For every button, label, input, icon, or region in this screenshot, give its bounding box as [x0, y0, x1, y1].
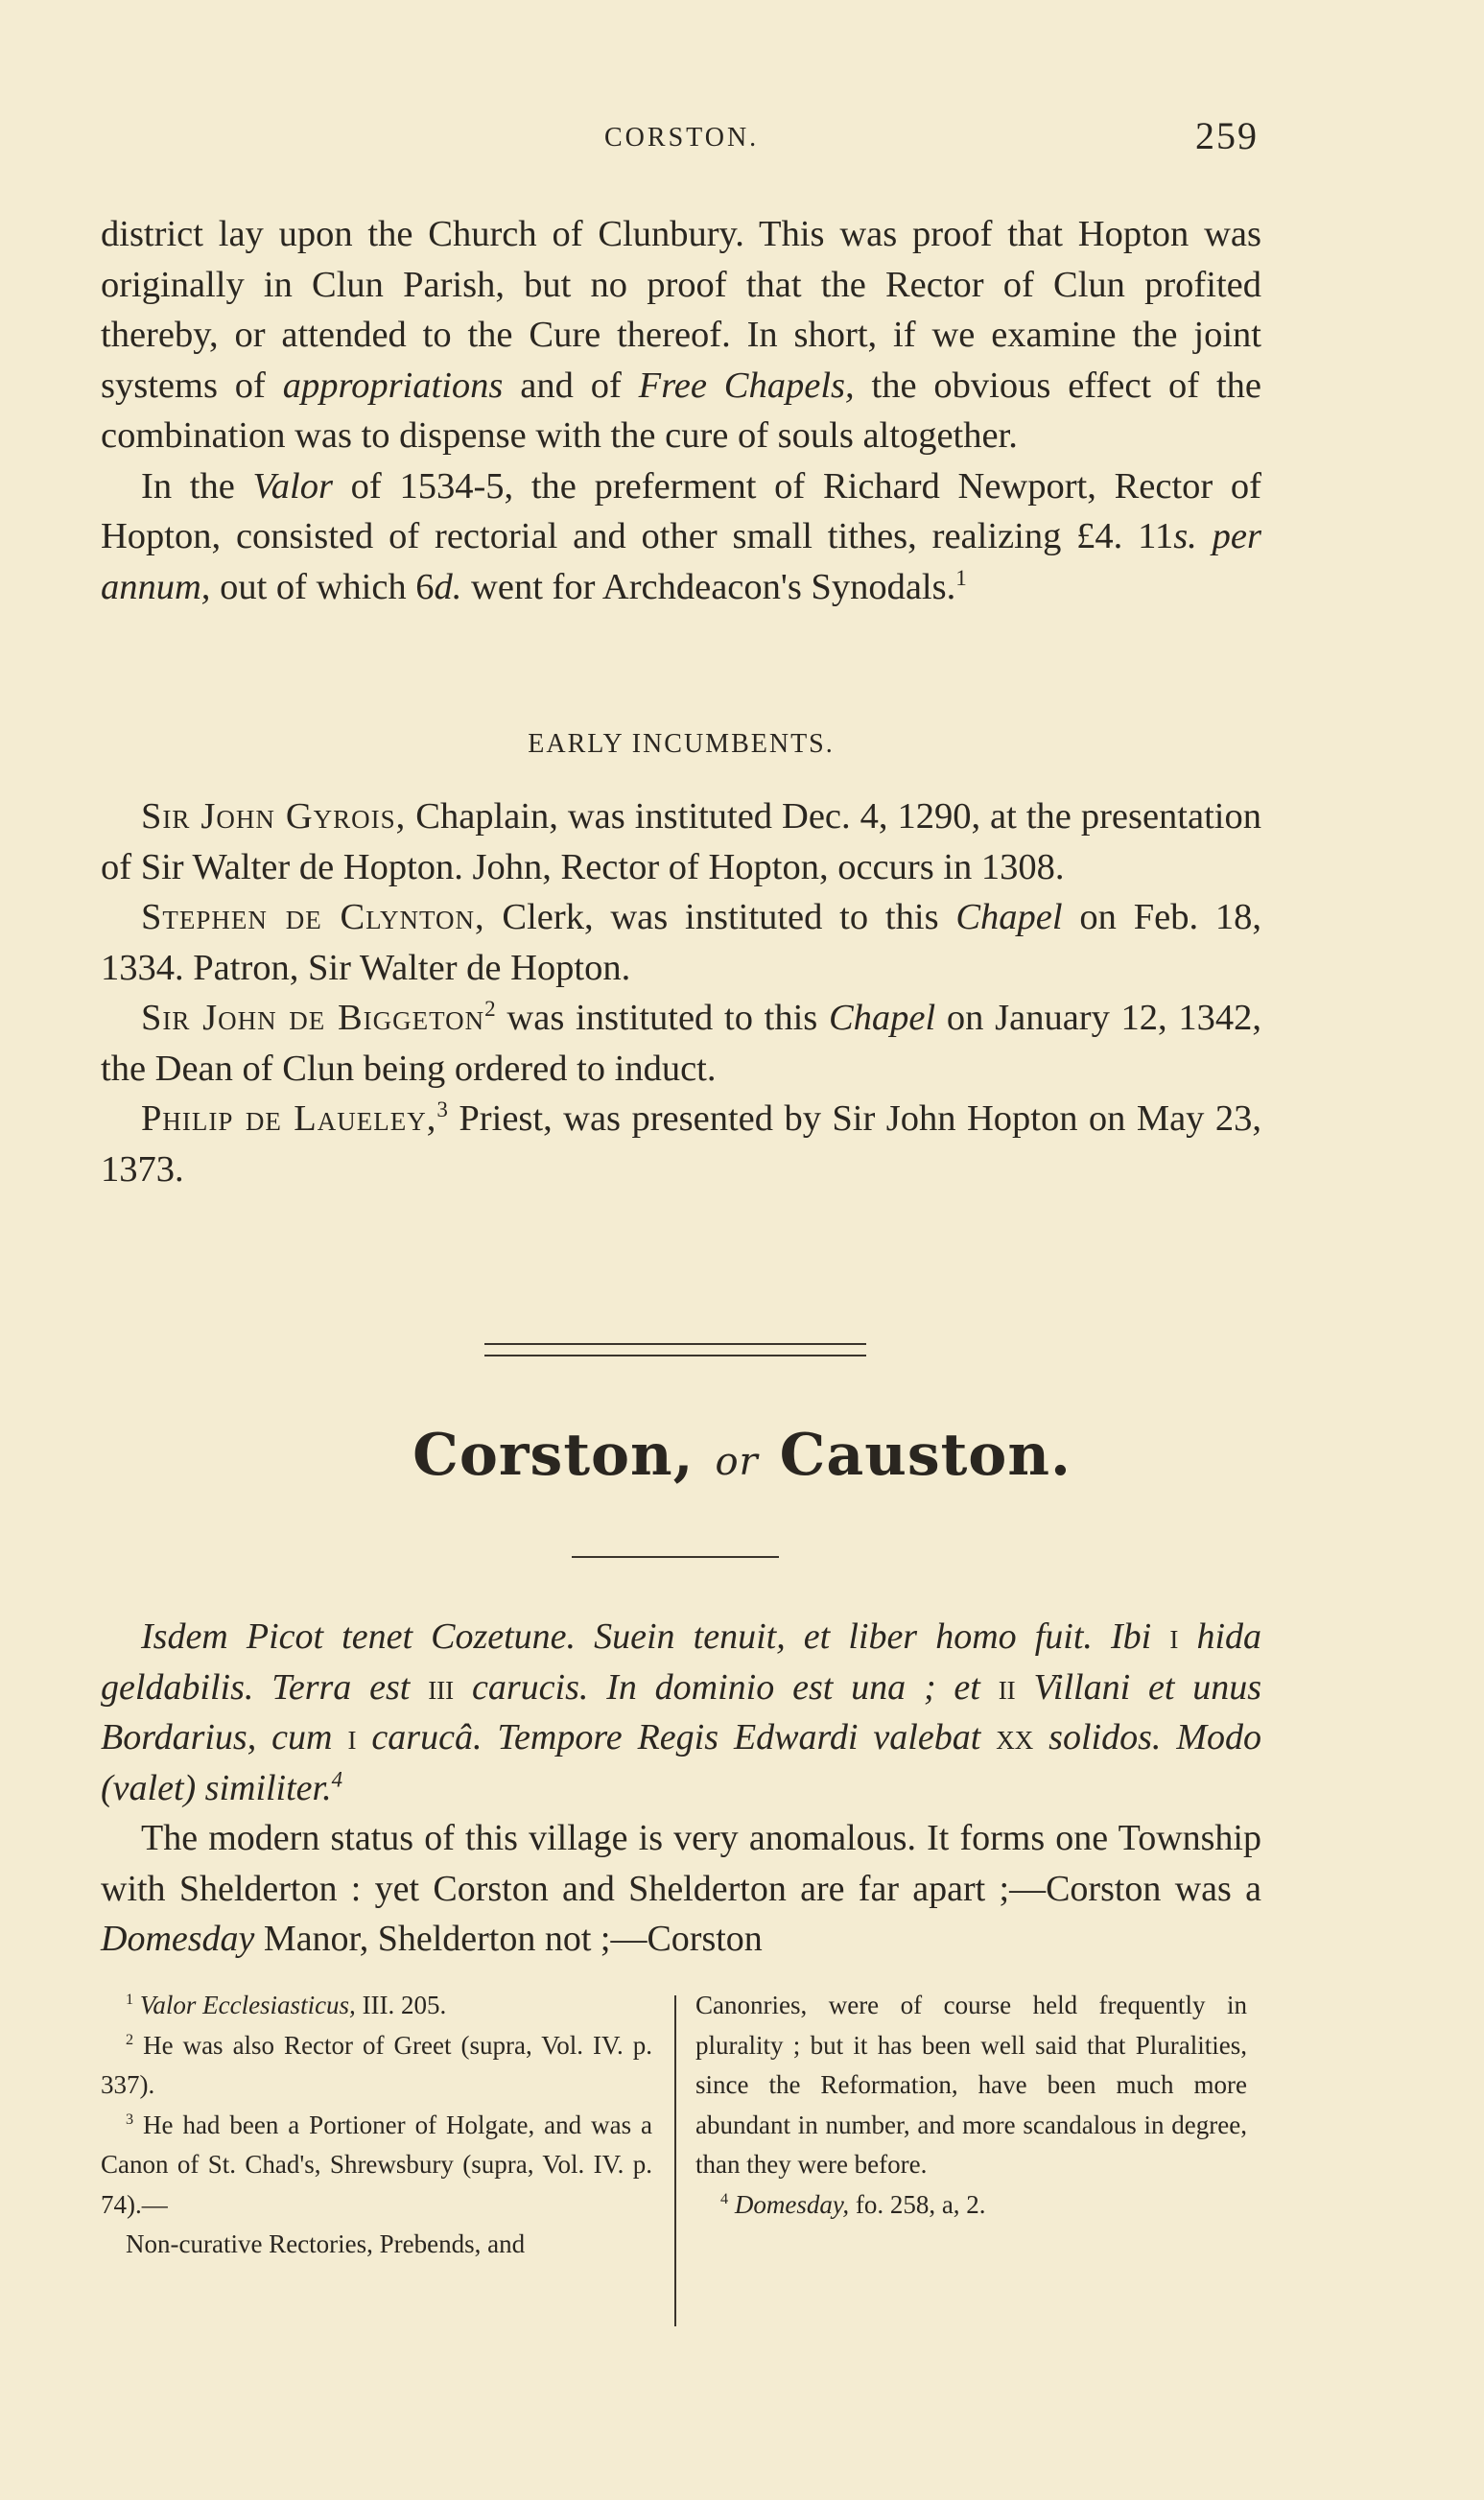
- title-underline-rule: [572, 1556, 779, 1558]
- incumbent-entry: Philip de Laueley,$^3$ Priest, was presented by Sir John Hopton on May 23, 1373.: [101, 1097, 1261, 1190]
- paragraph-2: In the Valor of 1534-5, the preferment of Richard Newport, Rector of Hopton, consisted of rectorial and other small tithes, realizing £4. 11s. per annum, out of which 6d. went for Archdeacon's Synodals.$^1$: [101, 465, 1261, 607]
- section-divider-double-rule: [484, 1343, 866, 1356]
- footnote-3-continued: Non-curative Rectories, Prebends, and: [126, 2229, 526, 2258]
- footnote-ref-4: 4: [331, 1766, 343, 1791]
- incumbents-list: [101, 791, 1261, 1194]
- footnote-ref-1: 1: [955, 564, 967, 590]
- footnote-column-divider: [674, 1995, 676, 2326]
- page-number: 259: [1195, 114, 1259, 157]
- section-title: Corston, or Causton.: [412, 1422, 1072, 1489]
- footnote-4: $^4$ Domesday, fo. 258, a, 2.: [720, 2189, 986, 2219]
- running-head: CORSTON.: [604, 123, 760, 153]
- footnotes-right-column: [695, 1986, 1247, 2225]
- footnote-ref-3: 3: [436, 1097, 448, 1122]
- footnote-1: $^1$ Valor Ecclesiasticus, III. 205.: [126, 1991, 447, 2019]
- incumbent-entry: Stephen de Clynton, Clerk, was instituted to this Chapel on Feb. 18, 1334. Patron, Sir Walter de Hopton.: [101, 897, 1261, 988]
- footnote-ref-2: 2: [484, 996, 496, 1022]
- incumbent-entry: Sir John Gyrois, Chaplain, was instituted Dec. 4, 1290, at the presentation of Sir Walter de Hopton. John, Rector of Hopton, occurs in 1308.: [101, 796, 1261, 887]
- domesday-quotation: Isdem Picot tenet Cozetune. Suein tenuit, et liber homo fuit. Ibi i hida geldabilis. Terra est iii carucis. In dominio est una ; et ii Villani et unus Bordarius, cum i carucâ. Tempore Regis Edwardi valebat xx solidos. Modo (valet) similiter.$^4$ The modern status of this village is very anomalous. It forms one Township with Shelderton : yet Corston and Shelderton are far apart ;—Corston was a Domesday Manor, Shelderton not ;—Corston: [101, 1612, 1261, 1965]
- footnote-3-right: Canonries, were of course held frequently in plurality ; but it has been well said that Pluralities, since the Reformation, have been much more abundant in number, and more scandalous in degree, than they were before.: [695, 1991, 1247, 2179]
- paragraph-1: district lay upon the Church of Clunbury. This was proof that Hopton was originally in Clun Parish, but no proof that the Rector of Clun profited thereby, or attended to the Cure thereof. In short, if we examine the joint systems of appropriations and of Free Chapels, the obvious effect of the combination was to dispense with the cure of souls altogether.: [101, 214, 1261, 456]
- footnote-3: $^3$ He had been a Portioner of Holgate, and was a Canon of St. Chad's, Shrewsbury (supra, Vol. IV. p. 74).—: [101, 2110, 652, 2219]
- incumbent-entry: Sir John de Biggeton$^2$ was instituted to this Chapel on January 12, 1342, the Dean of Clun being ordered to induct.: [101, 996, 1262, 1089]
- footnote-2: $^2$ He was also Rector of Greet (supra, Vol. IV. p. 337).: [101, 2030, 652, 2099]
- section-heading-early-incumbents: EARLY INCUMBENTS.: [528, 729, 835, 759]
- paragraph-modern-status: The modern status of this village is very anomalous. It forms one Township with Shelderton : yet Corston and Shelderton are far apart ;—Corston was a Domesday Manor, Shelderton not ;—Corston: [101, 1818, 1261, 1959]
- footnotes-left-column: [101, 1986, 652, 2265]
- opening-paragraphs: [101, 209, 1261, 612]
